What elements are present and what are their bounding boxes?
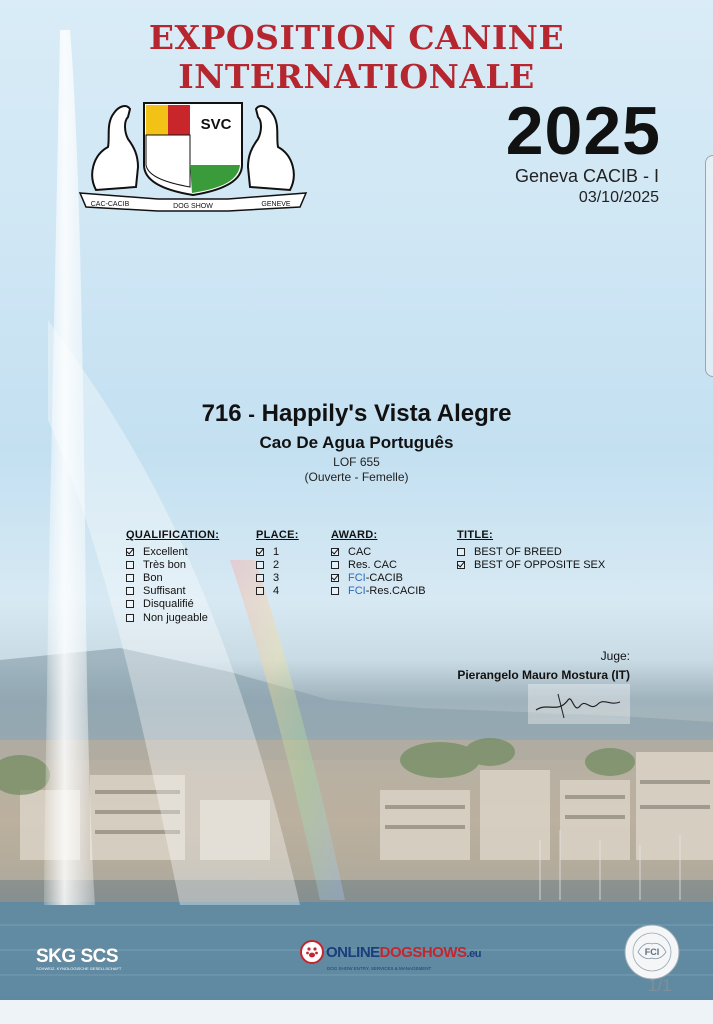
checked-checkbox	[126, 548, 134, 556]
qualification-column	[126, 529, 219, 624]
award-column	[331, 529, 426, 598]
empty-checkbox	[126, 600, 134, 608]
qualification-option: Suffisant	[126, 585, 219, 598]
dog-name: Happily's Vista Alegre	[261, 400, 512, 427]
empty-checkbox	[331, 561, 339, 569]
judge-label: Juge:	[600, 649, 630, 663]
svc-dog-show-logo	[78, 95, 308, 215]
checked-checkbox	[331, 548, 339, 556]
dog-breed: Cao De Agua Português	[259, 433, 454, 452]
place-option: 3	[256, 571, 299, 584]
empty-checkbox	[126, 561, 134, 569]
show-class: (Ouverte - Femelle)	[304, 470, 409, 484]
award-option: CAC	[331, 545, 426, 558]
heading-separator: -	[248, 404, 255, 426]
skg-scs-logo: SKG SCS	[36, 946, 119, 967]
judge-signature	[528, 684, 630, 724]
scroll-handle[interactable]	[705, 155, 713, 377]
qualification-heading: QUALIFICATION:	[126, 529, 220, 541]
place-column	[256, 529, 299, 598]
fci-seal-logo	[624, 924, 680, 980]
page-number: 1/1	[648, 976, 672, 995]
fci-seal-text: FCI	[644, 947, 660, 957]
award-option: FCI -CACIB	[331, 571, 426, 584]
onlinedogshows-subtitle: DOG SHOW ENTRY, SERVICES & MANAGEMENT	[327, 966, 432, 971]
logo-badge-text: SVC	[200, 116, 232, 133]
award-option: FCI -Res.CACIB	[331, 585, 426, 598]
qualification-option: Disqualifié	[126, 598, 219, 611]
show-name: Geneva CACIB - I	[514, 166, 659, 186]
checked-checkbox	[331, 574, 339, 582]
title-option: BEST OF OPPOSITE SEX	[457, 558, 605, 571]
qualification-option: Bon	[126, 571, 219, 584]
empty-checkbox	[126, 574, 134, 582]
empty-checkbox	[457, 548, 465, 556]
qualification-option: Très bon	[126, 558, 219, 571]
empty-checkbox	[126, 614, 134, 622]
title-heading: TITLE:	[457, 529, 494, 541]
paw-icon	[300, 940, 324, 964]
empty-checkbox	[256, 574, 264, 582]
logo-banner-mid: DOG SHOW	[173, 203, 213, 210]
logo-banner-left: CAC-CACIB	[90, 201, 130, 208]
checked-checkbox	[457, 561, 465, 569]
place-option: 2	[256, 558, 299, 571]
checked-checkbox	[256, 548, 264, 556]
empty-checkbox	[256, 587, 264, 595]
show-year: 2025	[505, 93, 661, 169]
empty-checkbox	[331, 587, 339, 595]
judge-name: Pierangelo Mauro Mostura (IT)	[457, 668, 630, 682]
place-option: 4	[256, 585, 299, 598]
qualification-option: Excellent	[126, 545, 219, 558]
skg-logo-subtitle: SCHWEIZ. KYNOLOGISCHE GESELLSCHAFT	[36, 966, 122, 971]
award-option: Res. CAC	[331, 558, 426, 571]
empty-checkbox	[256, 561, 264, 569]
event-title: EXPOSITION CANINE INTERNATIONALE	[148, 18, 565, 96]
title-column	[457, 529, 605, 571]
show-date: 03/10/2025	[578, 189, 659, 206]
place-heading: PLACE:	[256, 529, 299, 541]
registration-number: LOF 655	[333, 455, 380, 469]
dog-heading	[0, 400, 713, 428]
logo-banner-right: GENEVE	[261, 201, 291, 208]
award-heading: AWARD:	[331, 529, 378, 541]
title-option: BEST OF BREED	[457, 545, 605, 558]
catalog-number: 716	[201, 400, 242, 427]
place-option: 1	[256, 545, 299, 558]
onlinedogshows-logo: ONLINEDOGSHOWS.eu	[300, 940, 481, 964]
qualification-option: Non jugeable	[126, 611, 219, 624]
empty-checkbox	[126, 587, 134, 595]
